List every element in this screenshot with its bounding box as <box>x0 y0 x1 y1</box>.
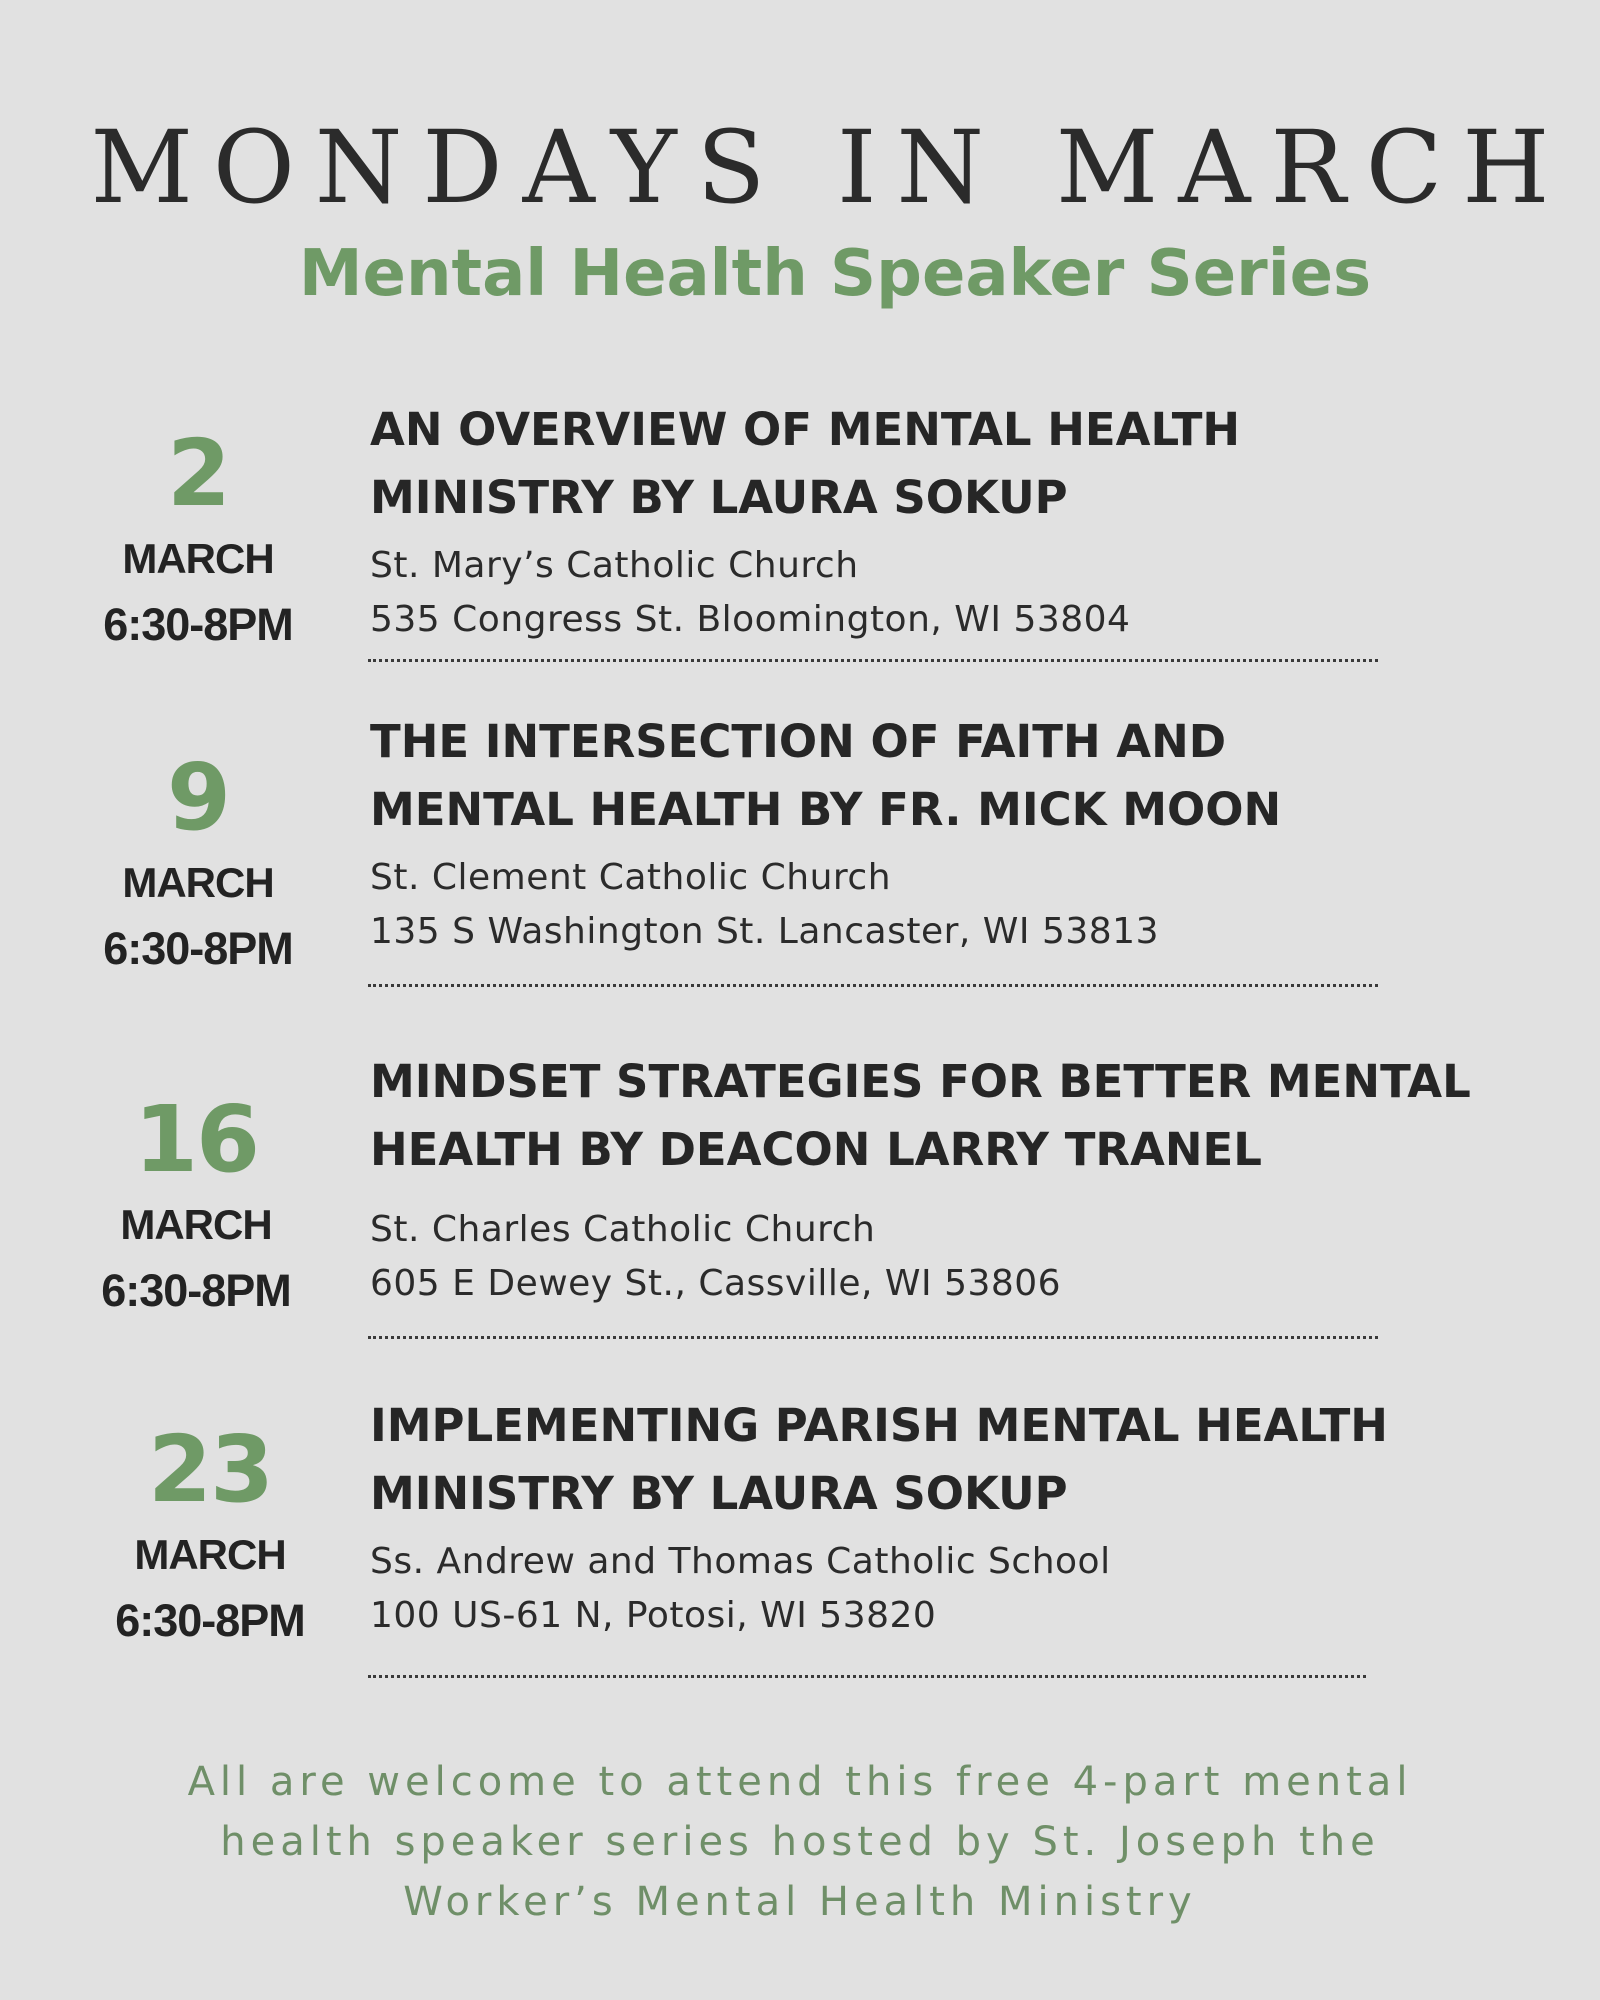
footer-line-1: All are welcome to attend this free 4-part mental <box>187 1759 1413 1805</box>
event-month: MARCH <box>120 1201 272 1248</box>
event-day: 2 <box>166 420 229 527</box>
page-subtitle: Mental Health Speaker Series <box>298 237 1372 311</box>
event-divider <box>368 984 1378 987</box>
event-day: 16 <box>133 1086 259 1193</box>
event-info <box>370 1048 1471 1302</box>
event-day: 23 <box>147 1416 273 1523</box>
event-month: MARCH <box>134 1531 286 1578</box>
event-time: 6:30-8PM <box>115 1595 305 1646</box>
event-title-line-2: HEALTH BY DEACON LARRY TRANEL <box>370 1123 1262 1176</box>
event-info <box>370 708 1281 950</box>
event-title-line-1: MINDSET STRATEGIES FOR BETTER MENTAL <box>370 1055 1471 1108</box>
page-title: MONDAYS IN MARCH <box>90 109 1570 226</box>
event-month: MARCH <box>122 859 274 906</box>
event-address: 605 E Dewey St., Cassville, WI 53806 <box>370 1263 1062 1304</box>
event-date-block <box>78 420 318 650</box>
event-date-block <box>78 744 318 974</box>
event-info <box>370 1392 1388 1634</box>
event-title-line-1: THE INTERSECTION OF FAITH AND <box>370 715 1227 768</box>
event-day: 9 <box>166 744 229 851</box>
event-title-line-2: MENTAL HEALTH BY FR. MICK MOON <box>370 783 1282 836</box>
event-title-line-2: MINISTRY BY LAURA SOKUP <box>370 471 1068 524</box>
event-time: 6:30-8PM <box>101 1265 291 1316</box>
event-divider <box>368 1675 1366 1678</box>
event-title-line-2: MINISTRY BY LAURA SOKUP <box>370 1467 1068 1520</box>
event-title-line-1: AN OVERVIEW OF MENTAL HEALTH <box>370 403 1241 456</box>
event-date-block <box>76 1086 316 1316</box>
footer-line-3: Worker’s Mental Health Ministry <box>403 1879 1197 1925</box>
event-venue: Ss. Andrew and Thomas Catholic School <box>370 1541 1111 1582</box>
event-date-block <box>90 1416 330 1646</box>
event-month: MARCH <box>122 535 274 582</box>
event-time: 6:30-8PM <box>103 599 293 650</box>
footer-line-2: health speaker series hosted by St. Joseph the <box>220 1819 1380 1865</box>
footer-note <box>0 1752 1600 1932</box>
event-venue: St. Clement Catholic Church <box>370 857 892 898</box>
event-address: 135 S Washington St. Lancaster, WI 53813 <box>370 911 1159 952</box>
event-info <box>370 396 1240 638</box>
event-venue: St. Mary’s Catholic Church <box>370 545 859 586</box>
event-divider <box>368 659 1378 662</box>
event-address: 100 US-61 N, Potosi, WI 53820 <box>370 1595 937 1636</box>
event-address: 535 Congress St. Bloomington, WI 53804 <box>370 599 1131 640</box>
event-venue: St. Charles Catholic Church <box>370 1209 876 1250</box>
event-divider <box>368 1336 1378 1339</box>
event-time: 6:30-8PM <box>103 923 293 974</box>
event-title-line-1: IMPLEMENTING PARISH MENTAL HEALTH <box>370 1399 1388 1452</box>
